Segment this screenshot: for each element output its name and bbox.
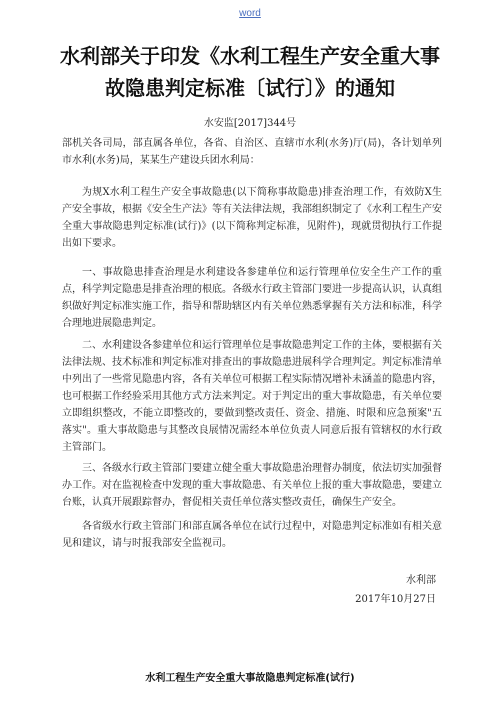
document-date: 2017年10月27日	[355, 594, 436, 605]
document-number: 水安监[2017]344号	[203, 118, 297, 129]
document-title: 水利部关于印发《水利工程生产安全重大事故隐患判定标准〔试行〕》的通知	[60, 44, 440, 100]
paragraph-2: 二、水利建设各参建单位和运行管理单位是事故隐患判定工作的主体，要根据有关法律法规、技术标准和判定标准对排查出的事故隐患进展科学合理判定。判定标准清单中列出了一些常见隐患内容，各有关单位可根据工程实际情况增补未涵盖的隐患内容，也可根据工作经验采用其他方式方法来判定。对于判定出的重大事故隐患，有关单位要立即组织整改，不能立即整改的，要做到整改责任、资金、措施、时限和应急预案"五落实"。重大事故隐患与其整改良展情况需经本单位负责人同意后报有管辖权的水行政主管部门。	[62, 340, 442, 453]
page-header-label[interactable]: word	[239, 8, 261, 19]
paragraph-intro: 为规X水利工程生产安全事故隐患(以下简称事故隐患)排查治理工作，有效防X生产安全事故，根据《安全生产法》等有关法律法规，我部组织制定了《水利工程生产安全重大事故隐患判定标准(试行)》(以下简称判定标准，见附件)，现就贯彻执行工作提出如下要求。	[62, 187, 442, 249]
attachment-title: 水利工程生产安全重大事故隐患判定标准(试行)	[145, 673, 355, 684]
addressees: 部机关各司局，部直属各单位，各省、自治区、直辖市水利(水务)厅(局)，各计划单列市水利(水务)局，某某生产建设兵团水利局：	[62, 138, 442, 166]
paragraph-4: 各省级水行政主管部门和部直属各单位在试行过程中，对隐患判定标准如有相关意见和建议，请与时报我部安全监视司。	[62, 521, 442, 549]
signature: 水利部	[406, 575, 436, 586]
paragraph-3: 三、各级水行政主管部门要建立健全重大事故隐患治理督办制度，依法切实加强督办工作。对在监视检查中发现的重大事故隐患、有关单位上报的重大事故隐患，要建立台账，认真开展跟踪督办，督促相关责任单位落实整改责任，确保生产安全。	[62, 463, 442, 508]
paragraph-1: 一、事故隐患排查治理是水利建设各参建单位和运行管理单位安全生产工作的重点，科学判定隐患是排查治理的根底。各级水行政主管部门要进一步提高认识，认真组织做好判定标准实施工作，指导和帮助辖区内有关单位熟悉掌握有关方法和标准，科学合理地进展隐患判定。	[62, 267, 442, 329]
